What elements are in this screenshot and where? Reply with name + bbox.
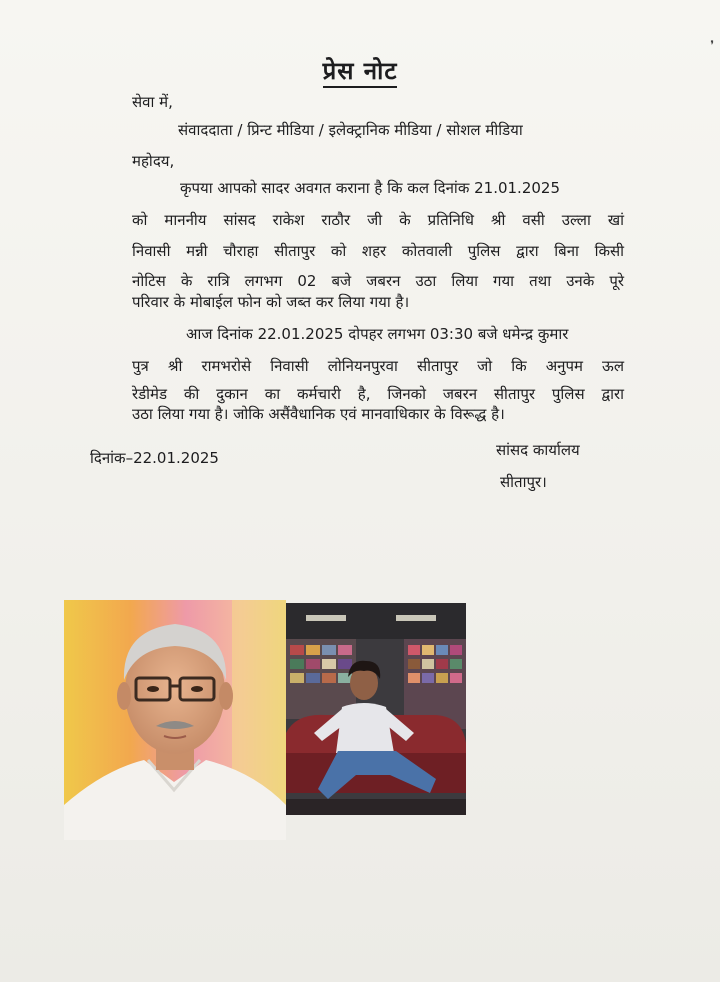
para2-line-2: पुत्र श्री रामभरोसे निवासी लोनियनपुरवा सीतापुर जो कि अनुपम ऊल: [132, 357, 624, 375]
signature-place: सीतापुर।: [500, 473, 547, 491]
signature-office: सांसद कार्यालय: [496, 441, 580, 459]
para2-line-3: रेडीमेड की दुकान का कर्मचारी है, जिनको जबरन सीतापुर पुलिस द्वारा: [132, 385, 624, 403]
title-text: प्रेस नोट: [323, 57, 398, 88]
para1-line-4: नोटिस के रात्रि लगभग 02 बजे जबरन उठा लिया गया तथा उनके पूरे: [132, 272, 624, 290]
photo-young-man-in-shop: [286, 603, 466, 815]
para1-line-3: निवासी मन्नी चौराहा सीतापुर को शहर कोतवाली पुलिस द्वारा बिना किसी: [132, 242, 624, 260]
photo-man-with-glasses: [64, 600, 286, 840]
document-date: दिनांक–22.01.2025: [90, 449, 219, 467]
recipients: संवाददाता / प्रिन्ट मीडिया / इलेक्ट्रानिक मीडिया / सोशल मीडिया: [178, 121, 523, 139]
para2-line-1: आज दिनांक 22.01.2025 दोपहर लगभग 03:30 बजे धमेन्द्र कुमार: [186, 325, 569, 343]
para1-line-5: परिवार के मोबाईल फोन को जब्त कर लिया गया है।: [132, 293, 410, 311]
para1-line-2: को माननीय सांसद राकेश राठौर जी के प्रतिनिधि श्री वसी उल्ला खां: [132, 211, 624, 229]
greeting: महोदय,: [132, 152, 175, 170]
para1-line-1: कृपया आपको सादर अवगत कराना है कि कल दिनांक 21.01.2025: [180, 179, 560, 197]
salutation: सेवा में,: [132, 93, 173, 111]
page-title: [0, 54, 720, 87]
para2-line-4: उठा लिया गया है। जोकि असैंवैधानिक एवं मानवाधिकार के विरूद्ध है।: [132, 405, 505, 423]
edge-mark: ❜: [710, 38, 714, 52]
